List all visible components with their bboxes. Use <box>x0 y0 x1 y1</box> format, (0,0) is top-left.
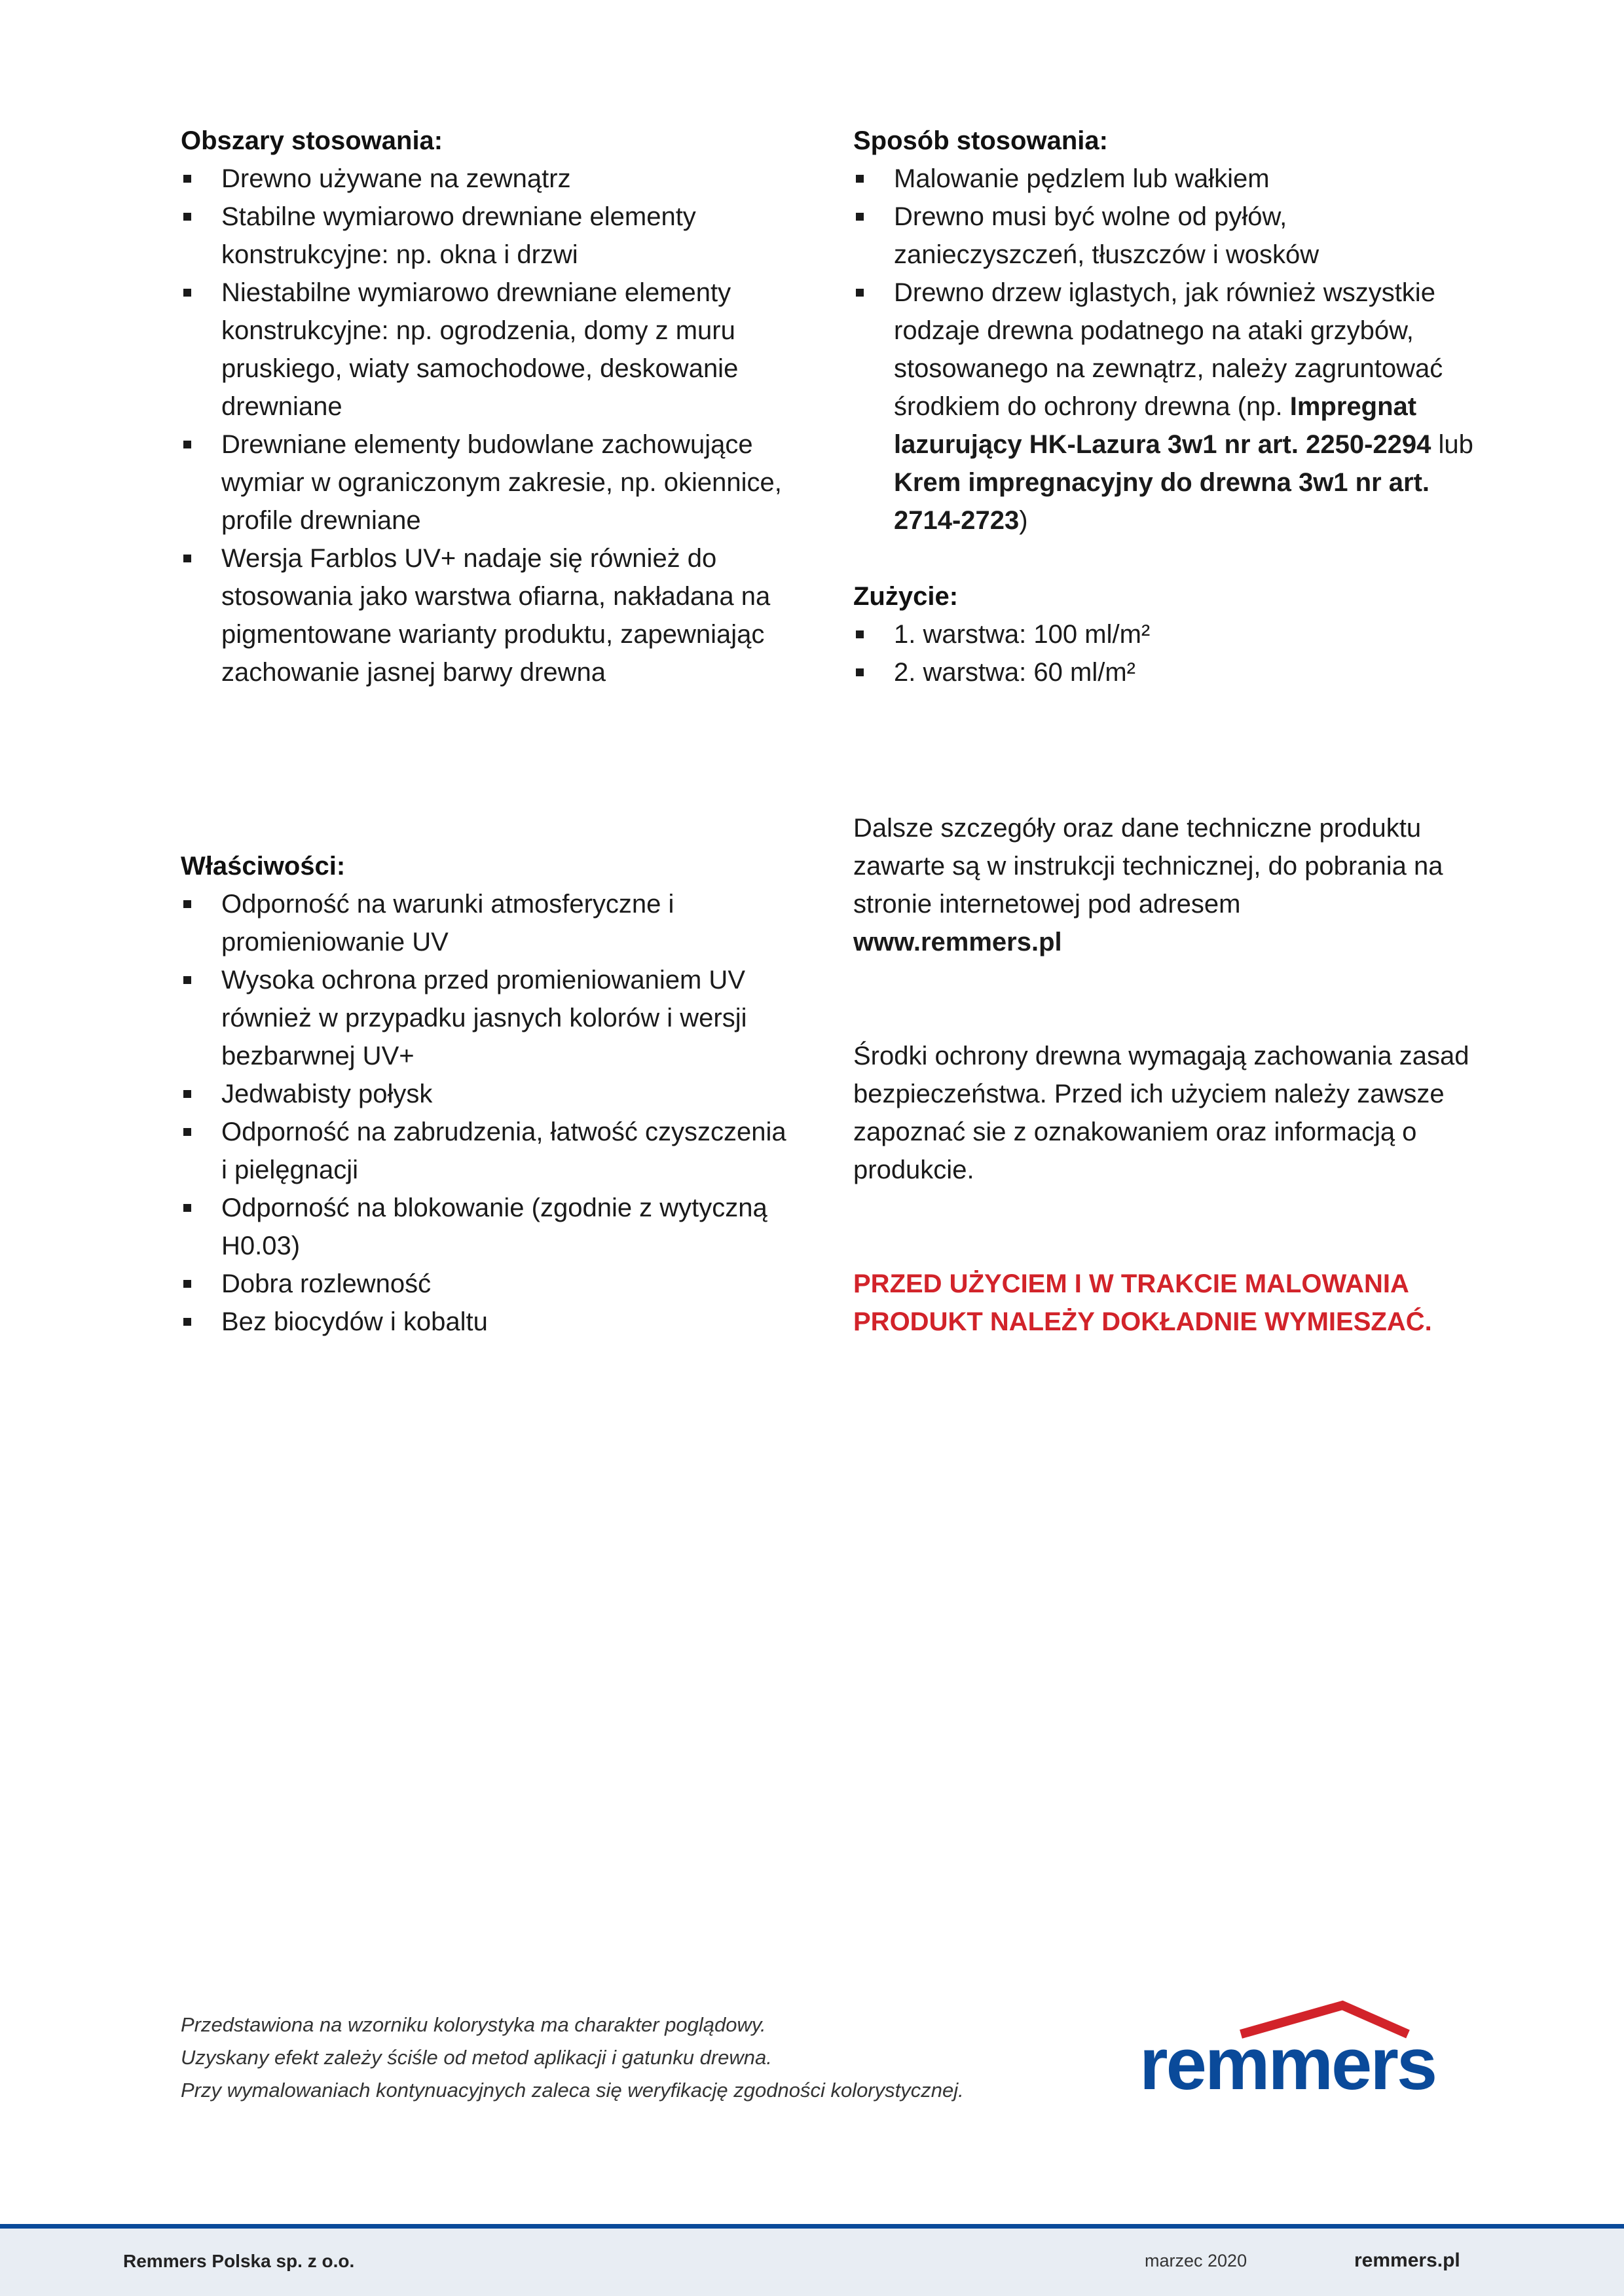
warning-line-2: PRODUKT NALEŻY DOKŁADNIE WYMIESZAĆ. <box>853 1307 1432 1336</box>
footer-date: marzec 2020 <box>1145 2251 1247 2270</box>
method-heading: Sposób stosowania: <box>853 126 1108 155</box>
list-item: Drewniane elementy budowlane zachowujące wymiar w ograniczonym zakresie, np. okiennice, profile drewniane <box>181 426 796 539</box>
info-section <box>853 809 1482 1341</box>
list-item: Dobra rozlewność <box>181 1265 796 1303</box>
areas-list <box>181 160 796 691</box>
list-item <box>853 274 1482 539</box>
usage-heading: Zużycie: <box>853 582 959 611</box>
method-item-text-c: ) <box>1019 506 1028 535</box>
list-item: Odporność na zabrudzenia, łatwość czyszczenia i pielęgnacji <box>181 1113 796 1189</box>
list-item: Drewno musi być wolne od pyłów, zanieczyszczeń, tłuszczów i wosków <box>853 198 1482 274</box>
list-item: Malowanie pędzlem lub wałkiem <box>853 160 1482 198</box>
list-item: Drewno używane na zewnątrz <box>181 160 796 198</box>
list-item: 1. warstwa: 100 ml/m² <box>853 615 1482 653</box>
list-item: Wersja Farblos UV+ nadaje się również do stosowania jako warstwa ofiarna, nakładana na pigmentowane warianty produktu, zapewniając zachowanie jasnej barwy drewna <box>181 539 796 691</box>
details-body: Dalsze szczegóły oraz dane techniczne produktu zawarte są w instrukcji technicznej, do pobrania na stronie internetowej pod adresem <box>853 814 1443 919</box>
method-product-2: Krem impregnacyjny do drewna 3w1 nr art. 2714-2723 <box>894 468 1430 535</box>
areas-heading: Obszary stosowania: <box>181 126 443 155</box>
properties-list <box>181 885 796 1341</box>
properties-section <box>181 847 796 1341</box>
disclaimer-line-3: Przy wymalowaniach kontynuacyjnych zaleca się weryfikację zgodności kolorystycznej. <box>181 2079 964 2102</box>
method-item-text-a: Drewno drzew iglastych, jak również wszystkie rodzaje drewna podatnego na ataki grzybów, stosowanego na zewnątrz, należy zagruntować środkiem do ochrony drewna (np. <box>894 278 1443 421</box>
method-list <box>853 160 1482 539</box>
website-link[interactable]: www.remmers.pl <box>853 928 1062 957</box>
method-section <box>853 122 1482 691</box>
footer-divider <box>0 2224 1624 2229</box>
areas-section <box>181 122 796 691</box>
method-product-1: Impregnat lazurujący HK-Lazura 3w1 nr art. 2250-2294 <box>894 392 1431 459</box>
logo-wordmark: remmers <box>1139 2023 1436 2105</box>
method-item-text-b: lub <box>1431 430 1473 459</box>
mixing-warning <box>853 1265 1482 1341</box>
list-item: 2. warstwa: 60 ml/m² <box>853 653 1482 691</box>
list-item: Odporność na warunki atmosferyczne i promieniowanie UV <box>181 885 796 961</box>
disclaimer-line-1: Przedstawiona na wzorniku kolorystyka ma charakter poglądowy. <box>181 2013 766 2036</box>
warning-line-1: PRZED UŻYCIEM I W TRAKCIE MALOWANIA <box>853 1269 1409 1298</box>
list-item: Niestabilne wymiarowo drewniane elementy konstrukcyjne: np. ogrodzenia, domy z muru pruskiego, wiaty samochodowe, deskowanie drewniane <box>181 274 796 426</box>
safety-text: Środki ochrony drewna wymagają zachowania zasad bezpieczeństwa. Przed ich użyciem należy zawsze zapoznać sie z oznakowaniem oraz informacją o produkcie. <box>853 1042 1469 1184</box>
list-item: Stabilne wymiarowo drewniane elementy konstrukcyjne: np. okna i drzwi <box>181 198 796 274</box>
details-text <box>853 809 1482 961</box>
footer-website-link[interactable]: remmers.pl <box>1354 2250 1460 2271</box>
list-item: Wysoka ochrona przed promieniowaniem UV również w przypadku jasnych kolorów i wersji bezbarwnej UV+ <box>181 961 796 1075</box>
color-disclaimer <box>181 2009 1098 2107</box>
disclaimer-line-2: Uzyskany efekt zależy ściśle od metod aplikacji i gatunku drewna. <box>181 2046 772 2069</box>
usage-list <box>853 615 1482 691</box>
remmers-logo <box>1139 2000 1454 2105</box>
list-item: Odporność na blokowanie (zgodnie z wytyczną H0.03) <box>181 1189 796 1265</box>
list-item: Jedwabisty połysk <box>181 1075 796 1113</box>
properties-heading: Właściwości: <box>181 852 346 881</box>
list-item: Bez biocydów i kobaltu <box>181 1303 796 1341</box>
footer-company: Remmers Polska sp. z o.o. <box>123 2251 355 2271</box>
